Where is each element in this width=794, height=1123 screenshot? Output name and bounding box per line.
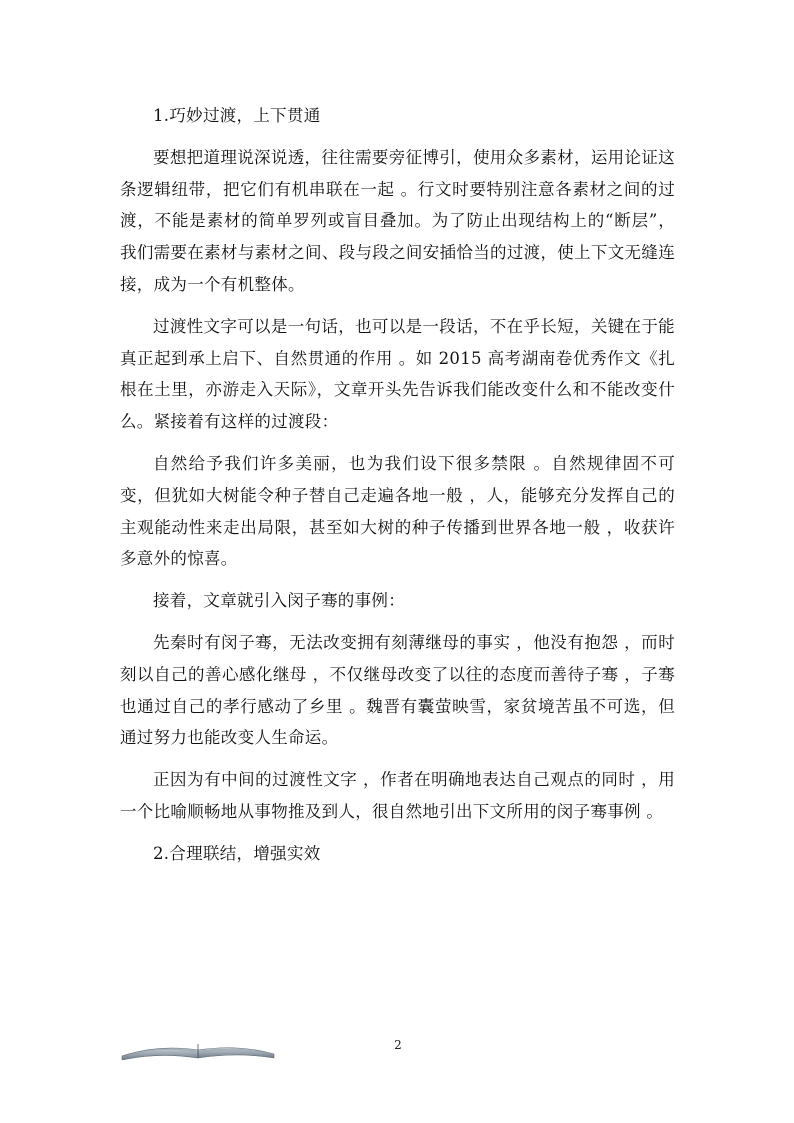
open-book-icon — [118, 1030, 278, 1060]
section-heading-1: 1.巧妙过渡，上下贯通 — [153, 106, 321, 125]
paragraph-3: 自然给予我们许多美丽，也为我们设下很多禁限 。自然规律固不可变，但犹如大树能令种子替自己走遍各地一般 ，人，能够充分发挥自己的主观能动性来走出局限，甚至如大树的种子传播到世界各地一般 ，收获许多意外的惊喜。 — [120, 453, 675, 569]
paragraph-2: 过渡性文字可以是一句话，也可以是一段话，不在乎长短，关键在于能真正起到承上启下、自然贯通的作用 。如 2015 高考湖南卷优秀作文《扎根在土里，亦游走入天际》，文章开头先告诉我们能改变什么和不能改变什么。紧接着有这样的过渡段： — [120, 316, 675, 432]
paragraph-6: 正因为有中间的过渡性文字 ，作者在明确地表达自己观点的同时 ，用一个比喻顺畅地从事物推及到人，很自然地引出下文所用的闵子骞事例 。 — [120, 770, 675, 821]
section-heading-2: 2.合理联结，增强实效 — [153, 843, 321, 863]
paragraph-4: 接着，文章就引入闵子骞的事例： — [153, 591, 405, 611]
paragraph-1: 要想把道理说深说透，往往需要旁征博引，使用众多素材，运用论证这条逻辑纽带，把它们有机串联在一起 。行文时要特别注意各素材之间的过渡，不能是素材的简单罗列或盲目叠加。为了防止出现结构上的“断层”，我们需要在素材与素材之间、段与段之间安插恰当的过渡，使上下文无缝连接，成为一个有机整体。 — [120, 147, 675, 294]
page-number: 2 — [394, 1038, 402, 1052]
document-body — [120, 100, 675, 880]
paragraph-5: 先秦时有闵子骞，无法改变拥有刻薄继母的事实 ，他没有抱怨 ，而时刻以自己的善心感化继母 ，不仅继母改变了以往的态度而善待子骞 ，子骞也通过自己的孝行感动了乡里 。魏晋有囊萤映雪，家贫境苦虽不可选，但通过努力也能改变人生命运。 — [120, 632, 675, 748]
page-footer — [0, 1028, 794, 1068]
